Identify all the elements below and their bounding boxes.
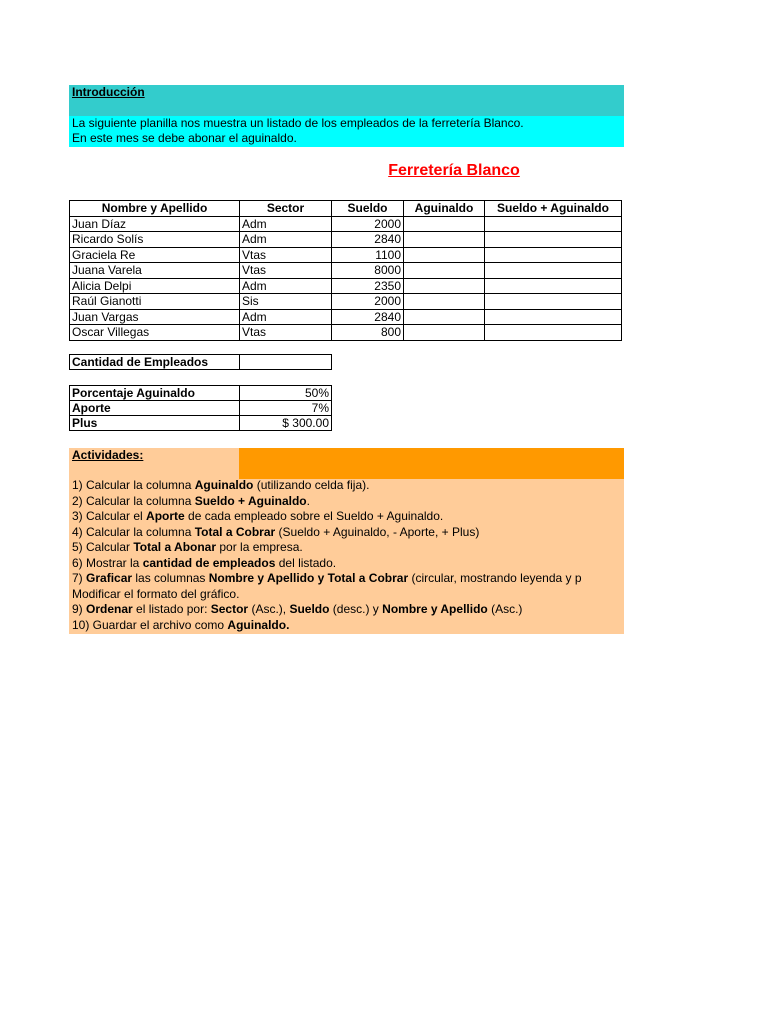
activity-bold-text: Aporte	[146, 509, 185, 523]
cell-sector[interactable]: Adm	[240, 232, 332, 248]
activity-item	[72, 571, 624, 587]
intro-line-2: En este mes se debe abonar el aguinaldo.	[72, 131, 297, 145]
activity-text: (circular, mostrando leyenda y p	[408, 571, 582, 585]
activity-bold-text: cantidad de empleados	[142, 555, 276, 570]
page-title: Ferretería Blanco	[388, 162, 520, 179]
cell-name[interactable]: Alicia Delpi	[70, 278, 240, 294]
cell-sueldo[interactable]: 2840	[332, 232, 404, 248]
cantidad-empleados-box	[69, 354, 332, 370]
cell-sueldo-aguinaldo[interactable]	[485, 278, 622, 294]
table-row	[70, 325, 622, 341]
activity-text: 3) Calcular el	[72, 509, 147, 523]
cell-name[interactable]: Graciela Re	[70, 247, 240, 263]
activity-text: las columnas	[132, 571, 209, 585]
cell-name[interactable]: Oscar Villegas	[70, 325, 240, 341]
cell-sueldo-aguinaldo[interactable]	[485, 263, 622, 279]
activity-text: 5) Calcular	[72, 540, 134, 554]
cantidad-empleados-label[interactable]: Cantidad de Empleados	[70, 355, 240, 370]
param-label-aporte[interactable]: Aporte	[70, 401, 240, 416]
cell-sueldo-aguinaldo[interactable]	[485, 216, 622, 232]
activity-item	[72, 540, 624, 556]
param-label-plus[interactable]: Plus	[70, 416, 240, 431]
activity-bold-text: Sueldo	[289, 602, 330, 616]
table-row	[70, 263, 622, 279]
intro-header-fill	[239, 85, 624, 116]
cell-sueldo[interactable]: 8000	[332, 263, 404, 279]
param-label-porcentaje[interactable]: Porcentaje Aguinaldo	[70, 386, 240, 401]
cell-sueldo[interactable]: 2350	[332, 278, 404, 294]
cell-aguinaldo[interactable]	[404, 263, 485, 279]
cell-sueldo[interactable]: 2840	[332, 309, 404, 325]
employee-table	[69, 200, 622, 341]
activity-text: (Sueldo + Aguinaldo, - Aporte, + Plus)	[275, 524, 480, 539]
activities-title: Actividades:	[72, 448, 144, 462]
header-sueldo-aguinaldo[interactable]: Sueldo + Aguinaldo	[485, 201, 622, 217]
table-row	[70, 247, 622, 263]
activity-text: .	[306, 493, 310, 508]
activity-text: el listado por:	[132, 602, 211, 616]
cell-sector[interactable]: Vtas	[240, 263, 332, 279]
header-sector[interactable]: Sector	[240, 201, 332, 217]
cell-sector[interactable]: Vtas	[240, 247, 332, 263]
cell-sueldo[interactable]: 2000	[332, 216, 404, 232]
activity-bold-text: Total a Cobrar	[194, 524, 276, 539]
table-row	[70, 216, 622, 232]
param-row	[70, 386, 332, 401]
activity-bold-text: Total a Abonar	[133, 540, 217, 554]
param-value-porcentaje[interactable]: 50%	[240, 386, 332, 401]
cell-name[interactable]: Juan Díaz	[70, 216, 240, 232]
cell-name[interactable]: Juana Varela	[70, 263, 240, 279]
activity-text: del listado.	[275, 555, 337, 570]
activity-item	[72, 556, 624, 572]
header-nombre[interactable]: Nombre y Apellido	[70, 201, 240, 217]
activity-text: 9)	[72, 602, 87, 616]
activity-bold-text: Nombre y Apellido	[382, 602, 488, 616]
activity-text: 4) Calcular la columna	[72, 524, 195, 539]
cell-sector[interactable]: Sis	[240, 294, 332, 310]
table-row	[70, 278, 622, 294]
cell-sueldo[interactable]: 800	[332, 325, 404, 341]
cell-aguinaldo[interactable]	[404, 325, 485, 341]
cell-name[interactable]: Ricardo Solís	[70, 232, 240, 248]
cell-aguinaldo[interactable]	[404, 309, 485, 325]
cell-aguinaldo[interactable]	[404, 216, 485, 232]
cell-name[interactable]: Juan Vargas	[70, 309, 240, 325]
activity-item	[72, 525, 624, 541]
cell-sector[interactable]: Vtas	[240, 325, 332, 341]
table-row	[70, 309, 622, 325]
activity-text: por la empresa.	[216, 540, 303, 554]
param-value-plus[interactable]: $ 300.00	[240, 416, 332, 431]
cell-sueldo-aguinaldo[interactable]	[485, 325, 622, 341]
cell-sueldo-aguinaldo[interactable]	[485, 309, 622, 325]
cell-sector[interactable]: Adm	[240, 216, 332, 232]
cell-sueldo-aguinaldo[interactable]	[485, 294, 622, 310]
activity-text: 10) Guardar el archivo como	[72, 617, 228, 632]
activity-bold-text: Sueldo + Aguinaldo	[194, 493, 307, 508]
cell-sector[interactable]: Adm	[240, 278, 332, 294]
activity-text: 2) Calcular la columna	[72, 493, 195, 508]
cell-aguinaldo[interactable]	[404, 294, 485, 310]
activity-text: Modificar el formato del gráfico.	[72, 586, 240, 601]
activity-bold-text: Graficar	[86, 571, 133, 585]
cell-sueldo[interactable]: 1100	[332, 247, 404, 263]
cell-sueldo-aguinaldo[interactable]	[485, 247, 622, 263]
activity-text: (Asc.)	[487, 602, 523, 616]
param-row	[70, 401, 332, 416]
activity-item	[72, 494, 624, 510]
intro-title: Introducción	[72, 85, 145, 99]
activity-text: 1) Calcular la columna	[72, 478, 195, 492]
activity-bold-text: Nombre y Apellido y Total a Cobrar	[208, 571, 409, 585]
activity-item	[72, 618, 624, 634]
activity-bold-text: Sector	[210, 602, 249, 616]
cell-aguinaldo[interactable]	[404, 232, 485, 248]
activity-item	[72, 478, 624, 494]
cantidad-empleados-value[interactable]	[240, 355, 332, 370]
activity-text: 7)	[72, 571, 87, 585]
cell-name[interactable]: Raúl Gianotti	[70, 294, 240, 310]
param-value-aporte[interactable]: 7%	[240, 401, 332, 416]
header-aguinaldo[interactable]: Aguinaldo	[404, 201, 485, 217]
activity-bold-text: Aguinaldo.	[227, 617, 290, 632]
intro-line-1: La siguiente planilla nos muestra un listado de los empleados de la ferretería Blanco.	[72, 116, 524, 130]
activity-text: (utilizando celda fija).	[253, 478, 370, 492]
activity-text: (Asc.),	[248, 602, 290, 616]
cell-sector[interactable]: Adm	[240, 309, 332, 325]
activity-item	[72, 602, 624, 618]
activity-text: (desc.) y	[329, 602, 383, 616]
activity-text: 6) Mostrar la	[72, 555, 143, 570]
activity-bold-text: Aguinaldo	[194, 478, 254, 492]
activity-text: de cada empleado sobre el Sueldo + Aguinaldo.	[184, 509, 444, 523]
param-row	[70, 416, 332, 431]
table-row	[70, 232, 622, 248]
cell-sueldo-aguinaldo[interactable]	[485, 232, 622, 248]
cell-aguinaldo[interactable]	[404, 247, 485, 263]
parameters-box	[69, 385, 332, 431]
table-header-row	[70, 201, 622, 217]
activity-item	[72, 587, 624, 603]
activities-header-fill	[239, 448, 624, 479]
activity-item	[72, 509, 624, 525]
activity-bold-text: Ordenar	[86, 602, 133, 616]
table-row	[70, 294, 622, 310]
header-sueldo[interactable]: Sueldo	[332, 201, 404, 217]
cell-sueldo[interactable]: 2000	[332, 294, 404, 310]
cell-aguinaldo[interactable]	[404, 278, 485, 294]
